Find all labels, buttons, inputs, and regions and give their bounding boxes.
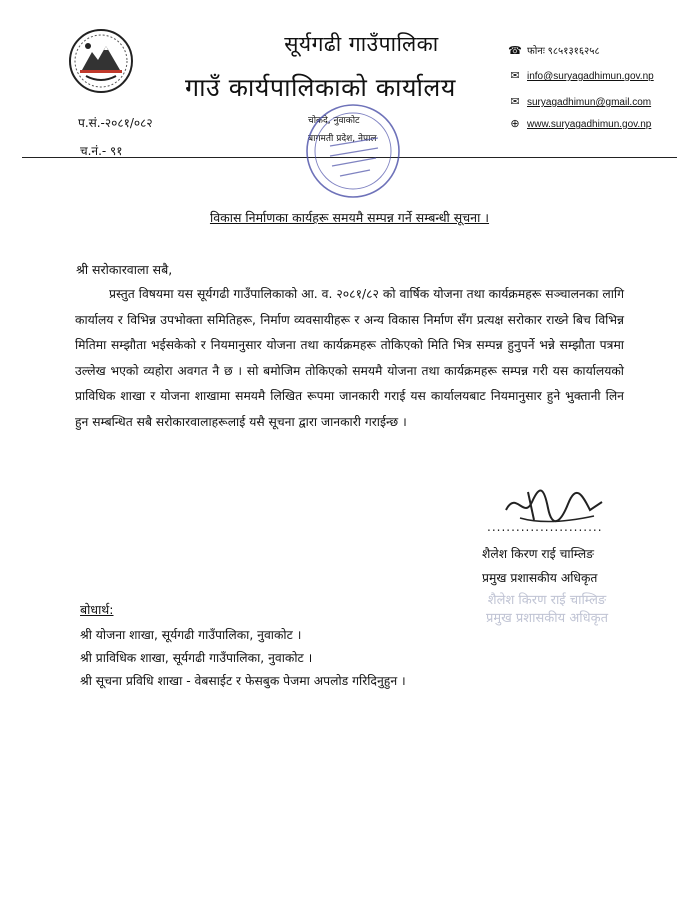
notice-subject: विकास निर्माणका कार्यहरू समयमै सम्पन्न गर्ने सम्बन्धी सूचना । — [209, 210, 490, 225]
contact-website: ⊕ www.suryagadhimun.gov.np — [508, 117, 651, 130]
seal-title: प्रमुख प्रशासकीय अधिकृत — [485, 611, 609, 626]
cc-heading: बोधार्थ: — [80, 602, 114, 617]
envelope-icon: ✉ — [510, 70, 520, 82]
office-stamp-icon — [300, 98, 406, 204]
cc-item: श्री प्राविधिक शाखा, सूर्यगढी गाउँपालिका, नुवाकोट । — [80, 651, 313, 665]
office-address-line2: बागमती प्रदेश, नेपाल — [308, 134, 377, 144]
salutation: श्री सरोकारवाला सबै, — [76, 262, 173, 277]
contact-email-info: ✉ info@suryagadhimun.gov.np — [508, 69, 654, 82]
envelope-icon: ✉ — [510, 96, 520, 108]
office-address-line1: चोकदे, नुवाकोट — [308, 116, 360, 126]
globe-icon: ⊕ — [510, 118, 520, 130]
contact-phone: ☎ फोनः ९८५१३१६२५८ — [508, 45, 600, 57]
notice-body: प्रस्तुत विषयमा यस सूर्यगढी गाउँपालिकाको आ. व. २०८१/८२ को वार्षिक योजना तथा कार्यक्रमहरू सञ्चालनका लागि कार्यालय र विभिन्न उपभोक्ता समितिहरू, निर्माण व्यवसायीहरू र अन्य विकास निर्माण सँग प्रत्यक्ष सरोकार राख्ने बिच विभिन्न मितिमा सम्झौता भईसकेको र नियमानुसार योजना तथा कार्यक्रमहरू तोकिएको मिति भित्र सम्पन्न हुनुपर्ने भन्ने सम्झौता पत्रमा उल्लेख भएको व्यहोरा अवगत नै छ । सो बमोजिम तोकिएको समयमै योजना तथा कार्यक्रमहरू सम्पन्न गरी यस कार्यालयको प्राविधिक शाखा र योजना शाखामा समयमै लिखित रूपमा जानकारी गराई यस कार्यालयबाट नियमानुसार हुने भुक्तानी लिन हुन सम्बन्धित सबै सरोकारवालाहरूलाई यसै सूचना द्वारा जानकारी गराईन्छ । — [75, 287, 624, 429]
cc-item: श्री योजना शाखा, सूर्यगढी गाउँपालिका, नुवाकोट । — [80, 628, 302, 642]
municipality-title: सूर्यगढी गाउँपालिका — [284, 32, 439, 56]
chalani-number: च.नं.- ९१ — [80, 144, 123, 158]
signer-title: प्रमुख प्रशासकीय अधिकृत — [482, 571, 598, 585]
cc-item: श्री सूचना प्रविधि शाखा - वेबसाईट र फेसबुक पेजमा अपलोड गरिदिनुहुन । — [80, 674, 406, 688]
signer-name: शैलेश किरण राई चाम्लिङ — [482, 547, 594, 561]
phone-icon: ☎ — [508, 45, 522, 57]
office-title: गाउँ कार्यपालिकाको कार्यालय — [185, 73, 456, 102]
official-seal — [452, 592, 642, 628]
contact-email-gmail: ✉ suryagadhimun@gmail.com — [508, 95, 651, 108]
signature-line: ........................ — [487, 520, 603, 534]
reference-number: प.सं.-२०८१/०८२ — [78, 116, 153, 130]
seal-name: शैलेश किरण राई चाम्लिङ — [487, 593, 607, 608]
